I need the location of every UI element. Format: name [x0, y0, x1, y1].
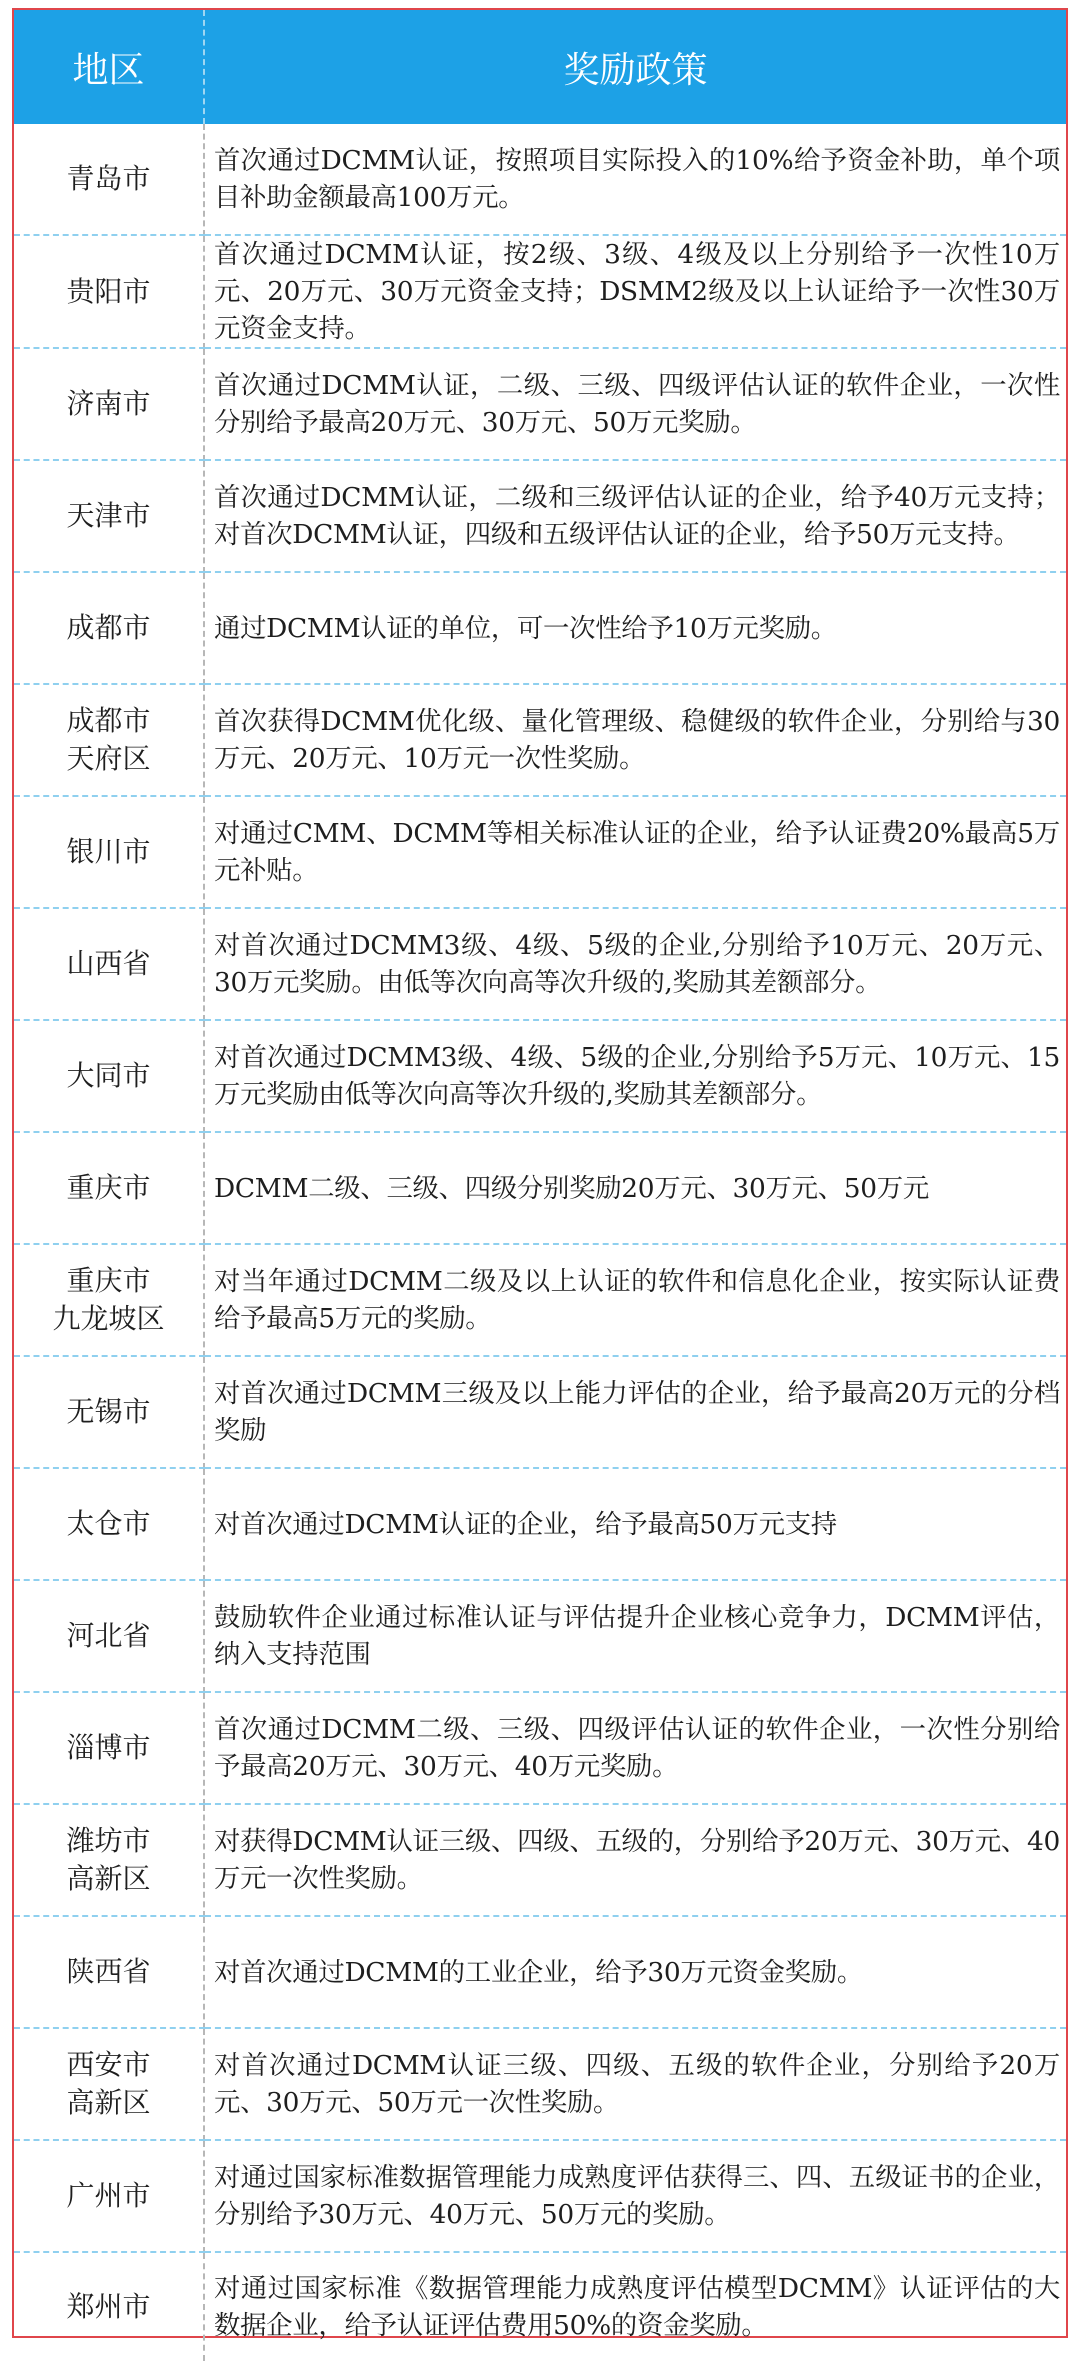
- policy-cell: 首次通过DCMM二级、三级、四级评估认证的软件企业，一次性分别给予最高20万元、30万元、40万元奖励。: [204, 1692, 1066, 1804]
- table-row: [14, 124, 1066, 235]
- policy-cell: 首次通过DCMM认证，二级和三级评估认证的企业，给予40万元支持；对首次DCMM认证，四级和五级评估认证的企业，给予50万元支持。: [204, 460, 1066, 572]
- table-row: [14, 796, 1066, 908]
- policy-cell: 首次通过DCMM认证，按2级、3级、4级及以上分别给予一次性10万元、20万元、30万元资金支持；DSMM2级及以上认证给予一次性30万元资金支持。: [204, 235, 1066, 348]
- policy-cell: 对首次通过DCMM3级、4级、5级的企业,分别给予5万元、10万元、15万元奖励由低等次向高等次升级的,奖励其差额部分。: [204, 1020, 1066, 1132]
- region-cell: 济南市: [14, 348, 204, 460]
- policy-cell: 对首次通过DCMM3级、4级、5级的企业,分别给予10万元、20万元、30万元奖励。由低等次向高等次升级的,奖励其差额部分。: [204, 908, 1066, 1020]
- table-row: [14, 1020, 1066, 1132]
- region-cell: 郑州市: [14, 2252, 204, 2361]
- policy-cell: 对通过国家标准数据管理能力成熟度评估获得三、四、五级证书的企业，分别给予30万元、40万元、50万元的奖励。: [204, 2140, 1066, 2252]
- region-cell: 淄博市: [14, 1692, 204, 1804]
- region-cell: 大同市: [14, 1020, 204, 1132]
- region-cell: 河北省: [14, 1580, 204, 1692]
- table-row: [14, 2140, 1066, 2252]
- policy-cell: 对首次通过DCMM认证的企业，给予最高50万元支持: [204, 1468, 1066, 1580]
- table-row: [14, 1916, 1066, 2028]
- table-row: [14, 1356, 1066, 1468]
- table-row: [14, 1692, 1066, 1804]
- region-cell: 广州市: [14, 2140, 204, 2252]
- policy-cell: 鼓励软件企业通过标准认证与评估提升企业核心竞争力，DCMM评估，纳入支持范围: [204, 1580, 1066, 1692]
- policy-table: [14, 10, 1066, 2361]
- policy-cell: 对获得DCMM认证三级、四级、五级的，分别给予20万元、30万元、40万元一次性奖励。: [204, 1804, 1066, 1916]
- policy-cell: 对首次通过DCMM三级及以上能力评估的企业，给予最高20万元的分档奖励: [204, 1356, 1066, 1468]
- policy-cell: 首次获得DCMM优化级、量化管理级、稳健级的软件企业，分别给与30万元、20万元、10万元一次性奖励。: [204, 684, 1066, 796]
- table-row: [14, 1132, 1066, 1244]
- region-cell: 贵阳市: [14, 235, 204, 348]
- region-cell: 潍坊市 高新区: [14, 1804, 204, 1916]
- region-cell: 青岛市: [14, 124, 204, 235]
- region-cell: 太仓市: [14, 1468, 204, 1580]
- policy-table-frame: [12, 8, 1068, 2341]
- region-cell: 银川市: [14, 796, 204, 908]
- table-row: [14, 235, 1066, 348]
- policy-cell: 首次通过DCMM认证，二级、三级、四级评估认证的软件企业，一次性分别给予最高20万元、30万元、50万元奖励。: [204, 348, 1066, 460]
- region-cell: 西安市 高新区: [14, 2028, 204, 2140]
- table-row: [14, 908, 1066, 1020]
- region-column-header: 地区: [14, 10, 204, 124]
- policy-cell: DCMM二级、三级、四级分别奖励20万元、30万元、50万元: [204, 1132, 1066, 1244]
- table-row: [14, 1468, 1066, 1580]
- table-row: [14, 2252, 1066, 2361]
- table-row: [14, 1244, 1066, 1356]
- policy-cell: 对通过CMM、DCMM等相关标准认证的企业，给予认证费20%最高5万元补贴。: [204, 796, 1066, 908]
- policy-cell: 对通过国家标准《数据管理能力成熟度评估模型DCMM》认证评估的大数据企业，给予认证评估费用50%的资金奖励。: [214, 2273, 1060, 2341]
- policy-cell: 通过DCMM认证的单位，可一次性给予10万元奖励。: [204, 572, 1066, 684]
- policy-cell: 首次通过DCMM认证，按照项目实际投入的10%给予资金补助，单个项目补助金额最高100万元。: [204, 124, 1066, 235]
- table-row: [14, 572, 1066, 684]
- table-header-row: [14, 10, 1066, 124]
- region-cell: 重庆市: [14, 1132, 204, 1244]
- policy-column-header: 奖励政策: [204, 10, 1066, 124]
- region-cell: 山西省: [14, 908, 204, 1020]
- policy-cell: 对首次通过DCMM的工业企业，给予30万元资金奖励。: [204, 1916, 1066, 2028]
- region-cell: 成都市 天府区: [14, 684, 204, 796]
- table-row: [14, 348, 1066, 460]
- policy-cell: 对首次通过DCMM认证三级、四级、五级的软件企业，分别给予20万元、30万元、50万元一次性奖励。: [204, 2028, 1066, 2140]
- table-row: [14, 684, 1066, 796]
- region-cell: 陕西省: [14, 1916, 204, 2028]
- table-row: [14, 1580, 1066, 1692]
- region-cell: 无锡市: [14, 1356, 204, 1468]
- table-row: [14, 2028, 1066, 2140]
- table-row: [14, 460, 1066, 572]
- region-cell: 重庆市 九龙坡区: [14, 1244, 204, 1356]
- table-row: [14, 1804, 1066, 1916]
- policy-cell: 对当年通过DCMM二级及以上认证的软件和信息化企业，按实际认证费给予最高5万元的奖励。: [204, 1244, 1066, 1356]
- region-cell: 天津市: [14, 460, 204, 572]
- region-cell: 成都市: [14, 572, 204, 684]
